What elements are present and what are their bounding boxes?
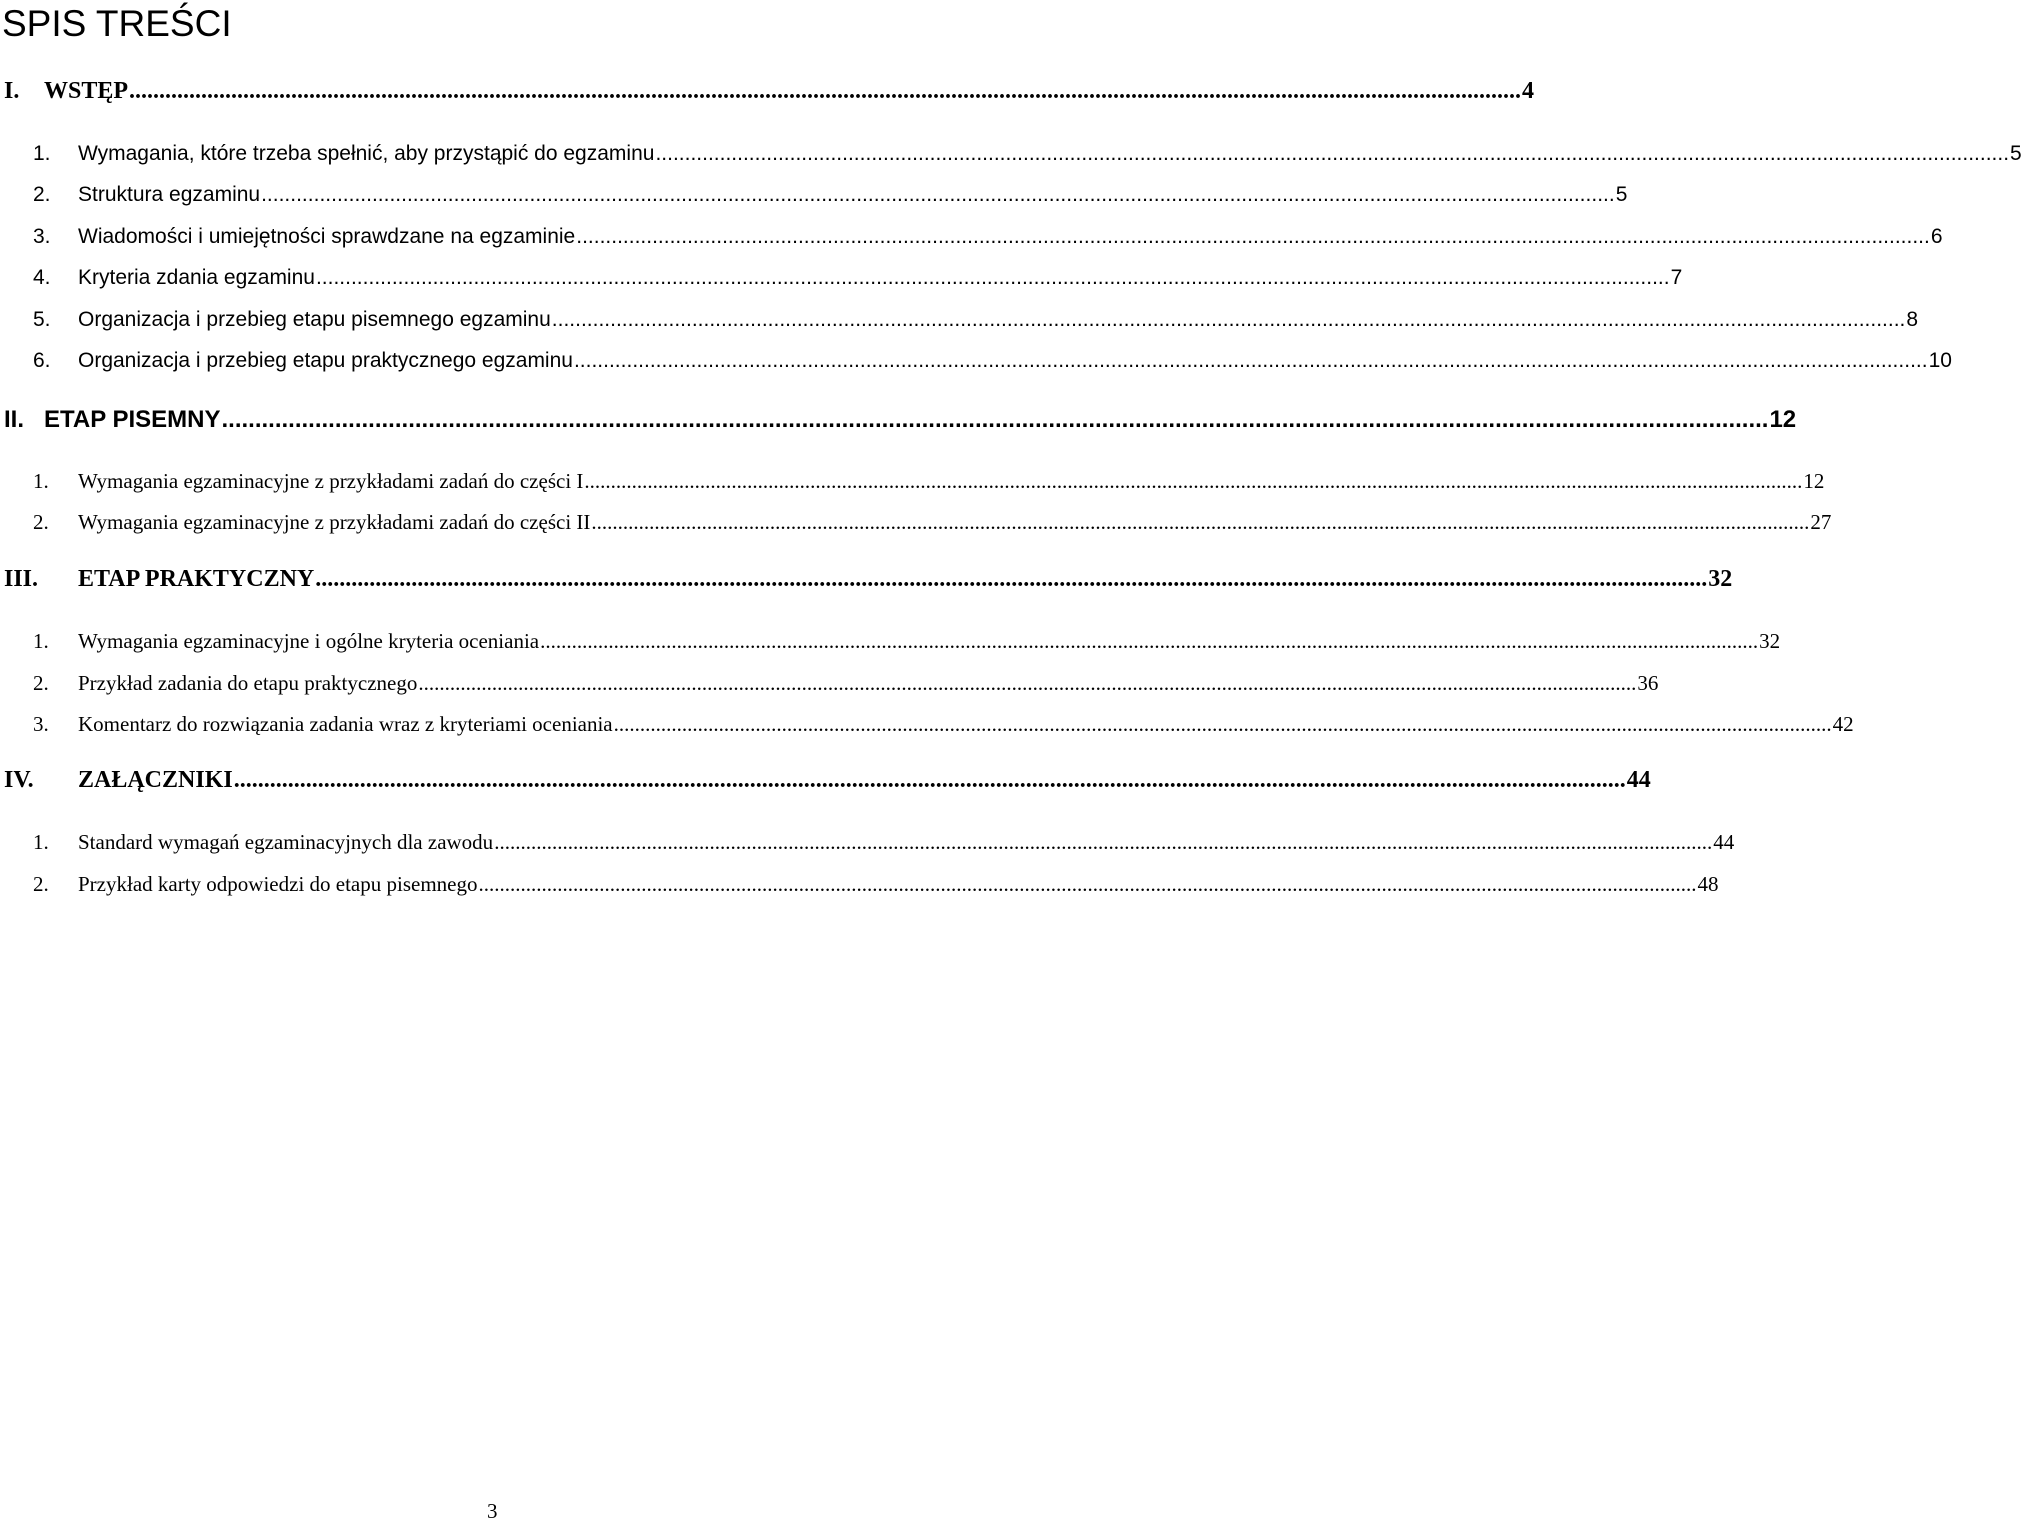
toc-leader: ........................................................................................................................................................................................................................................ (129, 78, 1522, 104)
toc-leader: ........................................................................................................................................................................................................................................ (551, 308, 1906, 331)
toc-section-etap-praktyczny[interactable] (0, 566, 1733, 593)
toc-page-number: 44 (1713, 830, 1735, 854)
toc-section-label: ETAP PRAKTYCZNY (78, 566, 315, 592)
toc-page-number: 48 (1697, 872, 1719, 896)
toc-entry[interactable] (0, 830, 1735, 855)
toc-page-number: 7 (1670, 266, 1683, 289)
toc-entry-number: 2. (33, 510, 49, 534)
toc-entry-number: 3. (33, 225, 51, 248)
toc-entry-number: 1. (33, 830, 49, 854)
toc-leader: ........................................................................................................................................................................................................................................ (591, 510, 1810, 534)
toc-entry-label: Kryteria zdania egzaminu (78, 266, 315, 289)
toc-entry[interactable] (0, 183, 1628, 207)
toc-entry-number: 2. (33, 671, 49, 695)
toc-page-number: 42 (1832, 712, 1854, 736)
toc-page-number: 6 (1930, 225, 1943, 248)
toc-section-label: WSTĘP (44, 78, 129, 104)
toc-page-number: 12 (1769, 406, 1797, 433)
toc-entry-label: Wymagania, które trzeba spełnić, aby przystąpić do egzaminu (78, 142, 655, 165)
toc-entry-number: 2. (33, 183, 51, 206)
toc-entry[interactable] (0, 266, 1683, 290)
toc-entry-number: 6. (33, 349, 51, 372)
toc-entry-label: Przykład zadania do etapu praktycznego (78, 671, 418, 695)
toc-section-wstep[interactable] (0, 78, 1535, 105)
toc-entry[interactable] (0, 349, 1952, 373)
toc-entry-label: Wiadomości i umiejętności sprawdzane na egzaminie (78, 225, 576, 248)
toc-entry-number: 1. (33, 629, 49, 653)
toc-leader: ........................................................................................................................................................................................................................................ (573, 349, 1928, 372)
toc-section-number: I. (4, 78, 20, 104)
toc-entry-number: 3. (33, 712, 49, 736)
toc-page-number: 8 (1906, 308, 1919, 331)
footer-page-number: 3 (487, 1499, 498, 1523)
toc-leader: ........................................................................................................................................................................................................................................ (315, 266, 1670, 289)
toc-section-label: ZAŁĄCZNIKI (78, 767, 233, 793)
toc-entry-label: Wymagania egzaminacyjne z przykładami zadań do części II (78, 510, 591, 534)
toc-page-number: 27 (1810, 510, 1832, 534)
toc-section-number: II. (4, 406, 25, 433)
toc-leader: ........................................................................................................................................................................................................................................ (576, 225, 1930, 248)
toc-entry-number: 1. (33, 142, 51, 165)
toc-leader: ........................................................................................................................................................................................................................................ (221, 406, 1769, 433)
page-title: SPIS TREŚCI (2, 3, 232, 44)
toc-entry[interactable] (0, 142, 2022, 166)
toc-leader: ........................................................................................................................................................................................................................................ (233, 767, 1626, 793)
toc-page-number: 44 (1626, 767, 1651, 793)
toc-page-number: 4 (1522, 78, 1535, 104)
toc-entry-label: Struktura egzaminu (78, 183, 261, 206)
toc-entry-label: Wymagania egzaminacyjne i ogólne kryteria oceniania (78, 629, 540, 653)
toc-page-number: 10 (1928, 349, 1952, 372)
toc-section-zalaczniki[interactable] (0, 767, 1651, 794)
toc-entry[interactable] (0, 308, 1919, 332)
toc-page-number: 32 (1759, 629, 1781, 653)
toc-section-etap-pisemny[interactable] (0, 406, 1797, 434)
toc-entry-label: Organizacja i przebieg etapu praktycznego egzaminu (78, 349, 573, 372)
toc-entry-number: 5. (33, 308, 51, 331)
toc-entry[interactable] (0, 225, 1943, 249)
toc-entry-number: 4. (33, 266, 51, 289)
toc-page-number: 5 (2010, 142, 2022, 165)
toc-entry-number: 2. (33, 872, 49, 896)
toc-entry-label: Wymagania egzaminacyjne z przykładami zadań do części I (78, 469, 584, 493)
toc-section-label: ETAP PISEMNY (44, 406, 221, 433)
toc-entry-label: Przykład karty odpowiedzi do etapu pisemnego (78, 872, 478, 896)
toc-leader: ........................................................................................................................................................................................................................................ (613, 712, 1832, 736)
toc-leader: ........................................................................................................................................................................................................................................ (655, 142, 2010, 165)
toc-entry-label: Organizacja i przebieg etapu pisemnego egzaminu (78, 308, 551, 331)
toc-entry[interactable] (0, 712, 1854, 737)
toc-leader: ........................................................................................................................................................................................................................................ (540, 629, 1759, 653)
toc-entry[interactable] (0, 671, 1659, 696)
toc-entry-label: Standard wymagań egzaminacyjnych dla zawodu (78, 830, 494, 854)
toc-leader: ........................................................................................................................................................................................................................................ (478, 872, 1697, 896)
toc-entry-label: Komentarz do rozwiązania zadania wraz z kryteriami oceniania (78, 712, 613, 736)
toc-section-number: IV. (4, 767, 34, 793)
toc-leader: ........................................................................................................................................................................................................................................ (315, 566, 1708, 592)
toc-page-number: 36 (1637, 671, 1659, 695)
toc-entry[interactable] (0, 510, 1832, 535)
toc-entry[interactable] (0, 629, 1781, 654)
toc-section-number: III. (4, 566, 39, 592)
toc-leader: ........................................................................................................................................................................................................................................ (418, 671, 1637, 695)
toc-entry-number: 1. (33, 469, 49, 493)
toc-leader: ........................................................................................................................................................................................................................................ (584, 469, 1803, 493)
toc-leader: ........................................................................................................................................................................................................................................ (261, 183, 1615, 206)
toc-entry[interactable] (0, 469, 1825, 494)
toc-page-number: 32 (1708, 566, 1733, 592)
toc-page-number: 5 (1615, 183, 1628, 206)
toc-page-number: 12 (1803, 469, 1825, 493)
toc-entry[interactable] (0, 872, 1719, 897)
toc-leader: ........................................................................................................................................................................................................................................ (494, 830, 1713, 854)
